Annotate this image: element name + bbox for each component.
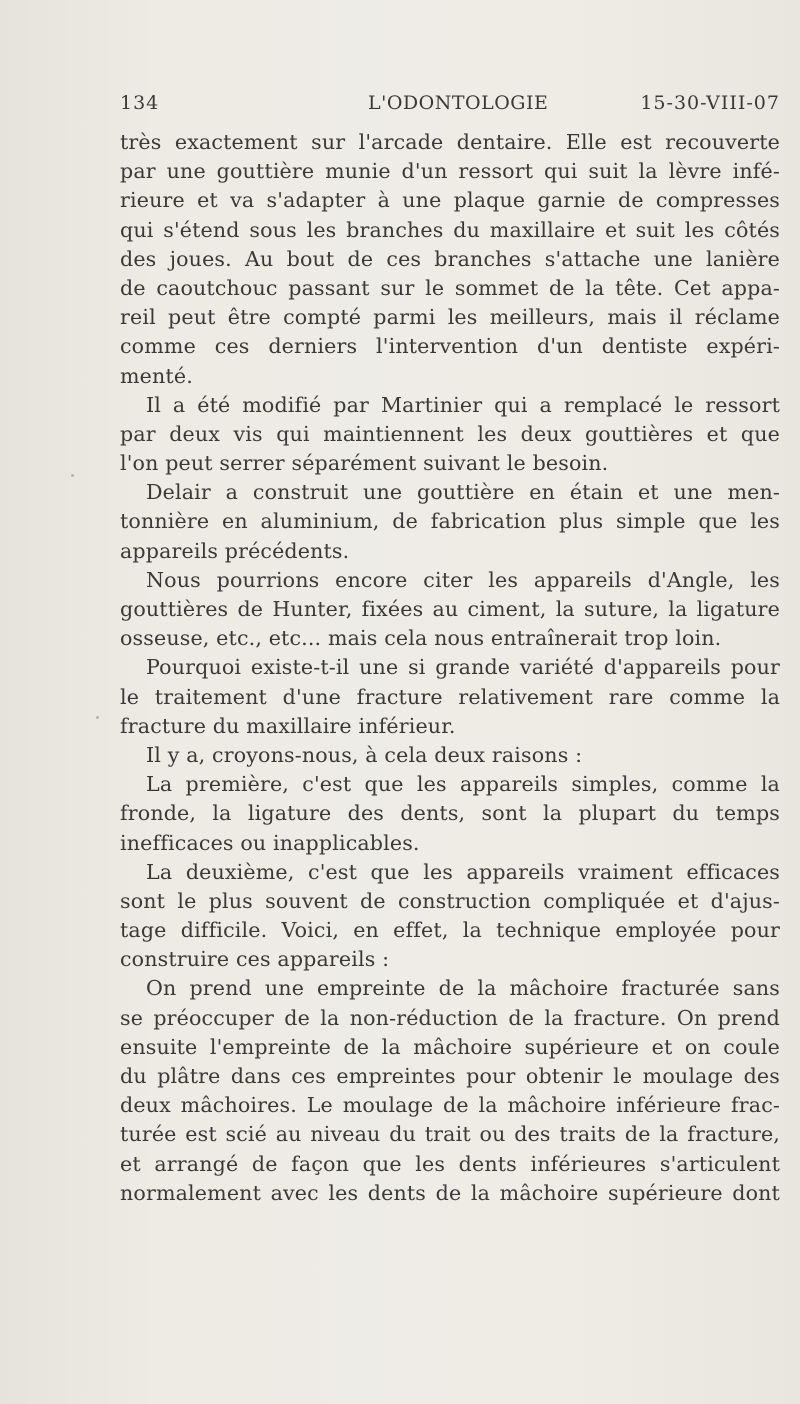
text-line: Pourquoi existe-t-il une si grande variété d'appareils pour: [146, 655, 780, 680]
text-line: Delair a construit une gouttière en étain et une men-: [146, 480, 780, 505]
text-line: des joues. Au bout de ces branches s'attache une lanière: [120, 246, 780, 271]
text-line: et arrangé de façon que les dents inférieures s'articulent: [120, 1151, 780, 1176]
text-line: Il a été modifié par Martinier qui a remplacé le ressort: [146, 392, 780, 417]
paper-speck: [96, 716, 99, 719]
text-line: normalement avec les dents de la mâchoire supérieure dont: [120, 1180, 780, 1205]
text-line: par une gouttière munie d'un ressort qui suit la lèvre infé-: [120, 159, 780, 184]
text-line: fracture du maxillaire inférieur.: [120, 713, 456, 738]
text-line: par deux vis qui maintiennent les deux gouttières et que: [120, 421, 780, 446]
text-line: de caoutchouc passant sur le sommet de la tête. Cet appa-: [120, 275, 780, 300]
paper-speck: [71, 474, 74, 477]
text-line: reil peut être compté parmi les meilleurs, mais il réclame: [120, 305, 780, 330]
text-line: appareils précédents.: [120, 538, 350, 563]
text-line: deux mâchoires. Le moulage de la mâchoire inférieure frac-: [120, 1093, 780, 1118]
text-line: turée est scié au niveau du trait ou des traits de la fracture,: [120, 1122, 780, 1147]
text-line: très exactement sur l'arcade dentaire. Elle est recouverte: [120, 130, 780, 154]
text-line: La deuxième, c'est que les appareils vraiment efficaces: [146, 859, 780, 884]
text-line: Il y a, croyons-nous, à cela deux raisons :: [146, 742, 583, 767]
text-line: tage difficile. Voici, en effet, la technique employée pour: [120, 918, 780, 943]
text-line: La première, c'est que les appareils simples, comme la: [146, 772, 780, 797]
text-line: comme ces derniers l'intervention d'un dentiste expéri-: [120, 334, 780, 359]
text-line: sont le plus souvent de construction compliquée et d'ajus-: [120, 888, 780, 913]
text-line: inefficaces ou inapplicables.: [120, 830, 420, 855]
text-line: tonnière en aluminium, de fabrication plus simple que les: [120, 509, 780, 534]
page-number: 134: [120, 92, 160, 114]
text-line: ensuite l'empreinte de la mâchoire supérieure et on coule: [120, 1034, 780, 1059]
text-line: se préoccuper de la non-réduction de la fracture. On prend: [120, 1005, 780, 1030]
text-line: construire ces appareils :: [120, 947, 390, 972]
text-line: fronde, la ligature des dents, sont la plupart du temps: [120, 801, 780, 826]
text-line: osseuse, etc., etc... mais cela nous entraînerait trop loin.: [120, 626, 722, 651]
text-line: gouttières de Hunter, fixées au ciment, la suture, la ligature: [120, 597, 780, 621]
text-line: rieure et va s'adapter à une plaque garnie de compresses: [120, 188, 780, 213]
issue-date: 15-30-VIII-07: [640, 92, 780, 114]
running-header: [120, 92, 780, 122]
text-line: le traitement d'une fracture relativement rare comme la: [120, 684, 780, 709]
text-line: l'on peut serrer séparément suivant le besoin.: [120, 451, 609, 476]
text-line: Nous pourrions encore citer les appareils d'Angle, les: [146, 567, 780, 592]
text-line: du plâtre dans ces empreintes pour obtenir le moulage des: [120, 1064, 780, 1088]
text-line: qui s'étend sous les branches du maxillaire et suit les côtés: [120, 217, 780, 242]
journal-title: L'ODONTOLOGIE: [368, 92, 549, 114]
text-line: On prend une empreinte de la mâchoire fracturée sans: [146, 976, 780, 1001]
body-text: [120, 128, 780, 1208]
text-line: menté.: [120, 363, 193, 388]
